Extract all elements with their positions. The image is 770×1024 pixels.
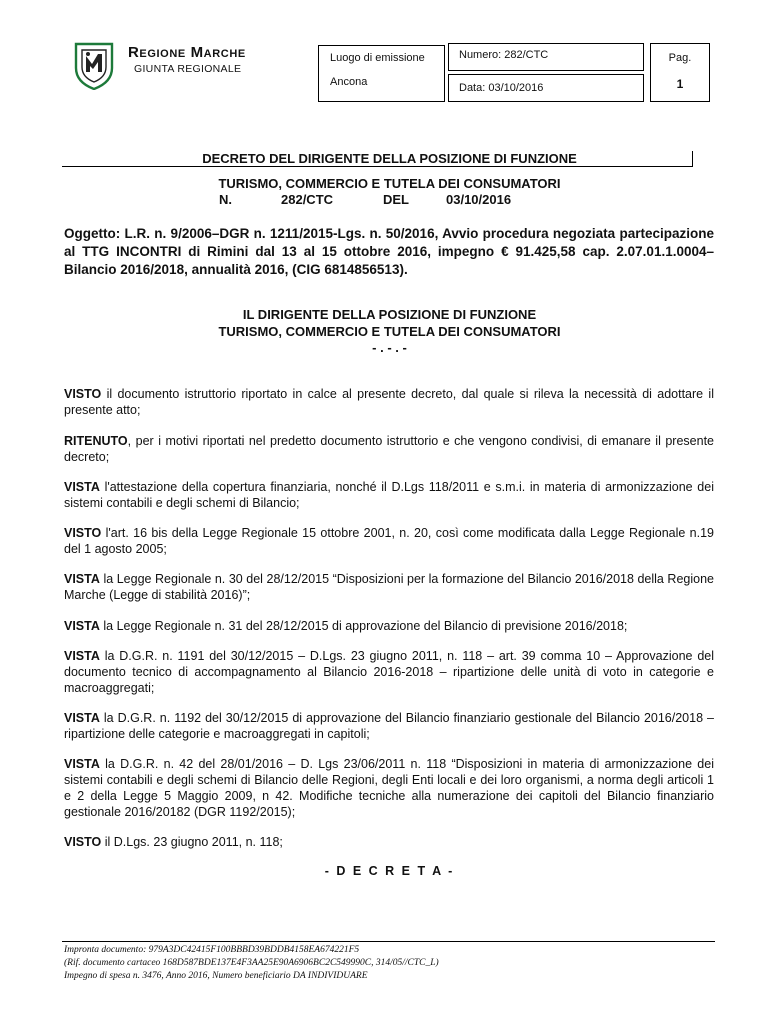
paragraph-lead: VISTA [64,572,100,586]
paragraph-lead: VISTO [64,835,102,849]
date-box [448,74,644,102]
paragraph [64,756,714,820]
footer-rule [62,941,715,942]
del-label: DEL [383,192,409,207]
page-box [650,43,710,102]
footer-reference: (Rif. documento cartaceo 168D587BDE137E4F3AA25E90A6906BC2C549990C, 314/05//CTC_L) [64,958,439,968]
dirigente-line-2: TURISMO, COMMERCIO E TUTELA DEI CONSUMATORI [218,324,561,339]
title-rule-tick [692,151,693,166]
paragraph-text: il documento istruttorio riportato in calce al presente decreto, dal quale si rileva la necessità di adottare il presente atto; [64,387,714,417]
page-label: Pag. [668,52,692,64]
paragraph-text: la Legge Regionale n. 31 del 28/12/2015 di approvazione del Bilancio di previsione 2016/2018; [99,619,628,633]
paragraph-lead: VISTO [64,526,102,540]
paragraph-lead: VISTA [64,649,100,663]
number-value: 282/CTC [281,192,334,207]
paragraph-text: l'attestazione della copertura finanziaria, nonché il D.Lgs 118/2011 e s.m.i. in materia di armonizzazione dei sistemi contabili e degli schemi di Bilancio; [64,480,714,510]
paragraph-lead: VISTA [64,619,100,633]
org-name: Regione Marche [128,44,246,61]
del-value: 03/10/2016 [446,192,512,207]
oggetto-text: Oggetto: L.R. n. 9/2006–DGR n. 1211/2015-Lgs. n. 50/2016, Avvio procedura negoziata partecipazione al TTG INCONTRI di Rimini dal 13 al 15 ottobre 2016, impegno € 91.425,58 cap. 2.07.01.1.0004–Bilancio 2016/2018, annualità 2016, (CIG 6814856513). [64,226,714,277]
paragraph-lead: VISTA [64,480,100,494]
footer [64,944,439,983]
title-line-2: TURISMO, COMMERCIO E TUTELA DEI CONSUMATORI [218,176,561,191]
paragraph-lead: VISTA [64,711,100,725]
paragraph-lead: RITENUTO [64,434,128,448]
emission-box [318,45,445,102]
paragraph-text: la Legge Regionale n. 30 del 28/12/2015 “Disposizioni per la formazione del Bilancio 2016/2018 della Regione Marche (Legge di stabilità 2016)”; [64,572,714,602]
emission-value: Ancona [330,76,368,88]
paragraph [64,386,714,418]
page-number: 1 [676,77,684,91]
paragraph-text: il D.Lgs. 23 giugno 2011, n. 118; [101,835,283,849]
decree-number: Numero: 282/CTC [459,49,549,61]
paragraph [64,710,714,742]
paragraph-text: la D.G.R. n. 1192 del 30/12/2015 di approvazione del Bilancio finanziario gestionale del Bilancio 2016/2018 – ripartizione delle categorie e macroaggregati in capitoli; [64,711,714,741]
paragraph [64,433,714,465]
paragraph-text: l'art. 16 bis della Legge Regionale 15 ottobre 2001, n. 20, così come modificata dalla Legge Regionale n.19 del 1 agosto 2005; [64,526,714,556]
paragraph [64,648,714,696]
paragraph-text: la D.G.R. n. 42 del 28/01/2016 – D. Lgs 23/06/2011 n. 118 “Disposizioni in materia di armonizzazione dei sistemi contabili e degli schemi di Bilancio delle Regioni, degli Enti locali e dei loro organismi, a norma degli articoli 1 e 2 della Legge 5 Maggio 2009, n 42. Modifiche tecniche alla numerazione dei capitoli del Bilancio finanziario gestionale 2016/20182 (DGR 1192/2015); [64,757,714,819]
emission-label: Luogo di emissione [330,52,425,64]
paragraph [64,834,714,850]
number-box [448,43,644,71]
paragraph [64,525,714,557]
footer-commitment: Impegno di spesa n. 3476, Anno 2016, Numero beneficiario DA INDIVIDUARE [64,971,368,981]
decree-date: Data: 03/10/2016 [459,82,544,94]
paragraph [64,618,714,634]
dirigente-line-1: IL DIRIGENTE DELLA POSIZIONE DI FUNZIONE [242,307,537,322]
org-subtitle: GIUNTA REGIONALE [134,63,242,75]
paragraph [64,479,714,511]
title-line-1: DECRETO DEL DIRIGENTE DELLA POSIZIONE DI FUNZIONE [202,151,577,166]
regione-marche-logo [72,42,116,90]
number-label: N. [219,192,232,207]
paragraph-text: , per i motivi riportati nel predetto documento istruttorio e che vengono condivisi, di emanare il presente decreto; [64,434,714,464]
title-underline [62,166,693,167]
decreta-heading: - D E C R E T A - [324,864,455,878]
dirigente-separator: - . - . - [372,340,407,355]
paragraph-text: la D.G.R. n. 1191 del 30/12/2015 – D.Lgs. 23 giugno 2011, n. 118 – art. 39 comma 10 – Approvazione del documento tecnico di accompagnamento al Bilancio 2016-2018 – ripartizione delle unità di voto in categorie e macroaggregati; [64,649,714,695]
paragraph [64,571,714,603]
footer-fingerprint: Impronta documento: 979A3DC42415F100BBBD39BDDB4158EA674221F5 [64,945,360,955]
paragraph-lead: VISTO [64,387,102,401]
paragraph-lead: VISTA [64,757,100,771]
